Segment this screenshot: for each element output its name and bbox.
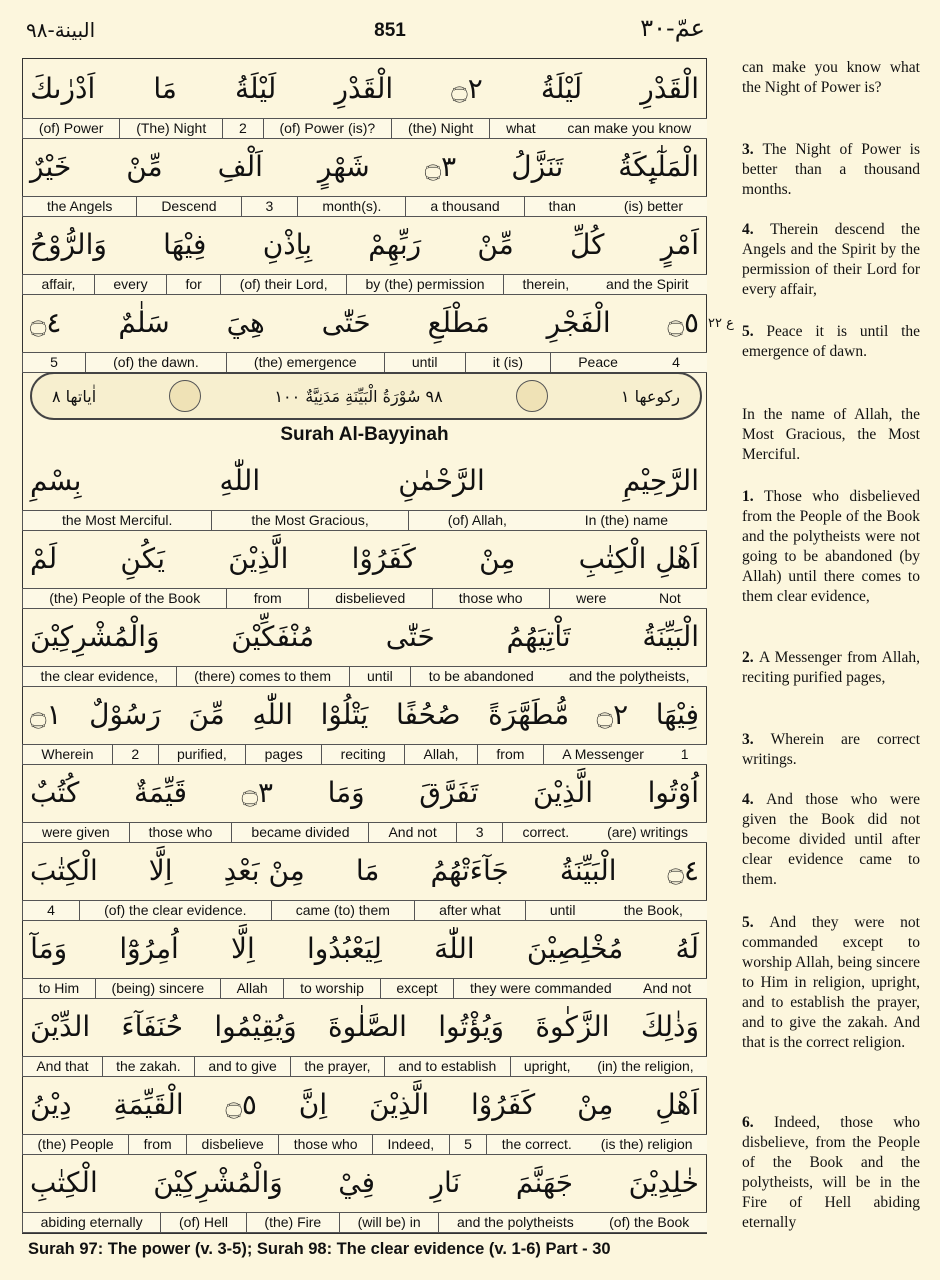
arabic-word: كُتُبٌ bbox=[30, 775, 80, 809]
verse-row bbox=[22, 58, 707, 139]
translation-note bbox=[742, 487, 920, 607]
arabic-word: سَلٰمٌ bbox=[118, 305, 170, 339]
arabic-word: وَمَا bbox=[327, 775, 365, 809]
gloss-cell: (being) sincere bbox=[95, 979, 220, 998]
arabic-word: وَذٰلِكَ bbox=[640, 1009, 699, 1043]
arabic-line bbox=[22, 214, 707, 274]
arabic-word: رَسُوْلٌ bbox=[89, 697, 161, 731]
gloss-cell: 3 bbox=[241, 197, 298, 216]
gloss-cell: (the) People of the Book bbox=[22, 589, 227, 608]
arabic-line bbox=[22, 292, 707, 352]
arabic-word: الْقَيِّمَةِ bbox=[113, 1087, 184, 1121]
arabic-word: كُلِّ bbox=[569, 227, 605, 261]
gloss-cell: became divided bbox=[231, 823, 368, 842]
verse-number: 3. bbox=[742, 141, 763, 158]
gloss-cell: the zakah. bbox=[102, 1057, 194, 1076]
gloss-cell: correct. bbox=[502, 823, 588, 842]
arabic-word: اَهْلِ bbox=[655, 1087, 699, 1121]
arabic-line bbox=[22, 450, 707, 510]
arabic-word: مِّنْ bbox=[477, 227, 514, 261]
arabic-line bbox=[22, 1074, 707, 1134]
arabic-line bbox=[22, 606, 707, 666]
gloss-cell: can make you know bbox=[567, 120, 692, 136]
arabic-word: مُّطَهَّرَةً bbox=[488, 697, 570, 731]
arabic-word: اَهْلِ الْكِتٰبِ bbox=[578, 541, 699, 575]
surah-title: Surah Al-Bayyinah bbox=[280, 424, 449, 445]
arabic-word: اللّٰهِ bbox=[219, 463, 261, 497]
arabic-word: هِيَ bbox=[226, 305, 265, 339]
arabic-word: الْكِتٰبَ bbox=[30, 853, 98, 887]
verse-number: 2. bbox=[742, 649, 759, 666]
arabic-word: بِسْمِ bbox=[30, 463, 82, 497]
gloss-cell: to worship bbox=[283, 979, 379, 998]
verse-row bbox=[22, 528, 707, 609]
gloss-cell: the prayer, bbox=[290, 1057, 384, 1076]
gloss-cell: Indeed, bbox=[372, 1135, 449, 1154]
arabic-word: اِلَّا bbox=[231, 931, 255, 965]
translation-note bbox=[742, 730, 920, 770]
gloss-cell: were bbox=[549, 589, 633, 608]
verse-number: 3. bbox=[742, 731, 771, 748]
translation-text: Therein descend the Angels and the Spirit by the permission of their Lord for every affair, bbox=[742, 221, 920, 298]
verse-row bbox=[22, 292, 707, 373]
verse-row bbox=[22, 996, 707, 1077]
arabic-line bbox=[22, 58, 707, 118]
gloss-cell: disbelieve bbox=[186, 1135, 278, 1154]
gloss-cell: (in) the religion, bbox=[597, 1058, 694, 1074]
arabic-word: ۝٥ bbox=[225, 1087, 257, 1121]
gloss-cell: the Most Merciful. bbox=[22, 511, 211, 530]
arabic-word: يَتْلُوْا bbox=[320, 697, 369, 731]
arabic-word: لَهُ bbox=[675, 931, 699, 965]
gloss-cell: and to establish bbox=[384, 1057, 510, 1076]
verse-row bbox=[22, 684, 707, 765]
arabic-word: ۝٣ bbox=[241, 775, 274, 809]
arabic-word: اَمْرٍ bbox=[660, 227, 699, 261]
verse-number: 1. bbox=[742, 488, 765, 505]
gloss-cell: 5 bbox=[449, 1135, 487, 1154]
arabic-line bbox=[22, 840, 707, 900]
gloss-cell: (of) the dawn. bbox=[85, 353, 226, 372]
gloss-cell: to be abandoned bbox=[410, 667, 551, 686]
arabic-word: خَيْرٌ bbox=[30, 149, 72, 183]
translation-note bbox=[742, 405, 920, 465]
arabic-word: الَّذِيْنَ bbox=[228, 541, 289, 575]
gloss-cell: And not bbox=[643, 980, 692, 996]
arabic-word: مِّنْ bbox=[126, 149, 163, 183]
arabic-word: الرَّحْمٰنِ bbox=[398, 463, 485, 497]
arabic-word: اللّٰهِ bbox=[252, 697, 293, 731]
translation-text: can make you know what the Night of Power is? bbox=[742, 59, 920, 96]
arabic-word: وَيُؤْتُوا bbox=[438, 1009, 505, 1043]
arabic-line bbox=[22, 996, 707, 1056]
translation-text: Peace it is until the emergence of dawn. bbox=[742, 323, 921, 360]
arabic-word: يَكُنِ bbox=[120, 541, 165, 575]
gloss-cell: until bbox=[349, 667, 411, 686]
arabic-word: كَفَرُوْا bbox=[351, 541, 416, 575]
arabic-line bbox=[22, 136, 707, 196]
arabic-word: ۝١ bbox=[30, 697, 62, 731]
arabic-word: اَلْفِ bbox=[217, 149, 263, 183]
translation-note bbox=[742, 648, 920, 688]
arabic-word: مَطْلَعِ bbox=[427, 305, 490, 339]
gloss-cell: pages bbox=[245, 745, 321, 764]
gloss-cell: (of) their Lord, bbox=[220, 275, 346, 294]
gloss-cell: (is) better bbox=[623, 198, 684, 214]
arabic-word: مُنْفَكِّيْنَ bbox=[231, 619, 315, 653]
verse-row bbox=[22, 606, 707, 687]
arabic-word: الصَّلٰوةَ bbox=[327, 1009, 407, 1043]
gloss-cell: abiding eternally bbox=[22, 1213, 160, 1232]
gloss-cell: a thousand bbox=[405, 197, 523, 216]
gloss-cell: (The) Night bbox=[119, 119, 222, 138]
translation-note bbox=[742, 1113, 920, 1233]
gloss-cell: (the) Night bbox=[391, 119, 489, 138]
gloss-cell: A Messenger bbox=[543, 745, 663, 764]
gloss-cell: the Book, bbox=[623, 902, 683, 918]
translation-text: Wherein are correct writings. bbox=[742, 731, 921, 768]
gloss-cell: (the) Fire bbox=[246, 1213, 339, 1232]
arabic-line bbox=[22, 684, 707, 744]
translation-text: A Messenger from Allah, reciting purified pages, bbox=[742, 649, 920, 686]
gloss-cell: what bbox=[489, 119, 551, 138]
gloss-cell: from bbox=[477, 745, 543, 764]
ruku-mark: ع ٢٢ bbox=[708, 316, 734, 331]
gloss-cell: 2 bbox=[112, 745, 158, 764]
arabic-word: ۝٢ bbox=[596, 697, 629, 731]
translation-text: In the name of Allah, the Most Gracious, the Most Merciful. bbox=[742, 406, 920, 463]
arabic-word: تَاْتِيَهُمُ bbox=[506, 619, 571, 653]
arabic-word: الرَّحِيْمِ bbox=[622, 463, 699, 497]
translation-note bbox=[742, 220, 920, 300]
arabic-word: مِنْ bbox=[577, 1087, 614, 1121]
gloss-cell: from bbox=[226, 589, 308, 608]
gloss-cell: 4 bbox=[672, 354, 680, 370]
arabic-word: دِيْنُ bbox=[30, 1087, 72, 1121]
arabic-word: الْبَيِّنَةُ bbox=[559, 853, 617, 887]
arabic-word: صُحُفًا bbox=[395, 697, 461, 731]
arabic-word: شَهْرٍ bbox=[317, 149, 370, 183]
verse-row bbox=[22, 1152, 707, 1233]
arabic-word: ۝٤ bbox=[667, 853, 699, 887]
arabic-word: مِّنَ bbox=[188, 697, 225, 731]
arabic-word: نَارِ bbox=[430, 1165, 461, 1199]
arabic-word: الْبَيِّنَةُ bbox=[642, 619, 699, 653]
arabic-word: مُخْلِصِيْنَ bbox=[526, 931, 624, 965]
gloss-cell: And not bbox=[368, 823, 455, 842]
arabic-word: الْقَدْرِ bbox=[640, 71, 699, 105]
gloss-cell: (the) People bbox=[22, 1135, 128, 1154]
arabic-word: وَيُقِيْمُوا bbox=[214, 1009, 297, 1043]
gloss-line bbox=[22, 1212, 707, 1233]
gloss-cell: 1 bbox=[680, 746, 689, 762]
gloss-cell: (of) Allah, bbox=[408, 511, 546, 530]
page-header-juz: عمّ-٣٠ bbox=[640, 14, 705, 42]
gloss-cell: and the Spirit bbox=[606, 276, 689, 292]
gloss-cell: the Most Gracious, bbox=[211, 511, 407, 530]
arabic-word: فِيْهَا bbox=[163, 227, 207, 261]
arabic-word: حَتّٰى bbox=[385, 619, 435, 653]
gloss-cell: and the polytheists bbox=[438, 1213, 591, 1232]
ornament-icon bbox=[169, 380, 201, 412]
translation-note bbox=[742, 913, 920, 1053]
gloss-cell: from bbox=[128, 1135, 186, 1154]
verse-number: 5. bbox=[742, 914, 770, 931]
arabic-word: الْفَجْرِ bbox=[546, 305, 611, 339]
gloss-cell: they were commanded bbox=[453, 979, 627, 998]
gloss-cell: the correct. bbox=[486, 1135, 586, 1154]
gloss-cell: Not bbox=[658, 590, 681, 606]
arabic-word: الزَّكٰوةَ bbox=[535, 1009, 610, 1043]
arabic-word: حُنَفَآءَ bbox=[121, 1009, 184, 1043]
arabic-word: اِلَّا bbox=[148, 853, 173, 887]
arabic-word: قَيِّمَةٌ bbox=[133, 775, 187, 809]
arabic-word: الَّذِيْنَ bbox=[368, 1087, 430, 1121]
gloss-cell: therein, bbox=[503, 275, 588, 294]
arabic-word: الدِّيْنَ bbox=[30, 1009, 91, 1043]
page-number: 851 bbox=[374, 20, 406, 41]
gloss-cell: it (is) bbox=[465, 353, 551, 372]
gloss-cell: (will be) in bbox=[339, 1213, 438, 1232]
arabic-word: وَالرُّوْحُ bbox=[30, 227, 107, 261]
arabic-word: خٰلِدِيْنَ bbox=[628, 1165, 699, 1199]
gloss-cell: (of) Power (is)? bbox=[263, 119, 391, 138]
gloss-cell: except bbox=[380, 979, 454, 998]
arabic-word: الْمَلٰٓىِٕكَةُ bbox=[618, 149, 699, 183]
gloss-cell: until bbox=[384, 353, 465, 372]
gloss-cell: than bbox=[524, 197, 600, 216]
gloss-cell: (of) Power bbox=[22, 119, 119, 138]
gloss-cell: to Him bbox=[22, 979, 95, 998]
arabic-word: ۝٥ bbox=[667, 305, 699, 339]
gloss-cell: Descend bbox=[136, 197, 240, 216]
translation-text: Indeed, those who disbelieve, from the People of the Book and the polytheists, will be in the Fire of Hell abiding eternally bbox=[742, 1114, 920, 1231]
gloss-line bbox=[22, 352, 707, 373]
translation-text: And those who were given the Book did not become divided until after clear evidence came to them. bbox=[742, 791, 920, 888]
gloss-cell: the Angels bbox=[22, 197, 136, 216]
ornament-icon bbox=[516, 380, 548, 412]
arabic-word: فِيْهَا bbox=[655, 697, 699, 731]
gloss-cell: until bbox=[525, 901, 600, 920]
gloss-cell: 3 bbox=[456, 823, 503, 842]
gloss-cell: every bbox=[94, 275, 166, 294]
gloss-cell: (are) writings bbox=[607, 824, 689, 840]
gloss-cell: after what bbox=[414, 901, 525, 920]
gloss-cell: disbelieved bbox=[308, 589, 432, 608]
verse-row bbox=[22, 762, 707, 843]
verse-row bbox=[22, 136, 707, 217]
gloss-cell: for bbox=[166, 275, 220, 294]
arabic-word: مَا bbox=[153, 71, 177, 105]
arabic-word: تَنَزَّلُ bbox=[511, 149, 564, 183]
gloss-cell: those who bbox=[278, 1135, 372, 1154]
arabic-word: اَدْرٰىكَ bbox=[30, 71, 96, 105]
gloss-cell: those who bbox=[432, 589, 549, 608]
gloss-cell: and the polytheists, bbox=[568, 668, 690, 684]
arabic-word: الْقَدْرِ bbox=[334, 71, 394, 105]
gloss-cell: 5 bbox=[22, 353, 85, 372]
banner-ayat: اٰياتها ٨ bbox=[52, 386, 97, 406]
arabic-word: وَالْمُشْرِكِيْنَ bbox=[153, 1165, 283, 1199]
arabic-word: فِيْ bbox=[338, 1165, 375, 1199]
arabic-word: مَا bbox=[355, 853, 380, 887]
gloss-cell: affair, bbox=[22, 275, 94, 294]
arabic-word: لَيْلَةُ bbox=[235, 71, 277, 105]
arabic-word: تَفَرَّقَ bbox=[419, 775, 479, 809]
translation-text: And they were not commanded except to worship Allah, being sincere to Him in religion, upright, and to establish the prayer, and to give the zakah. And that is the correct religion. bbox=[742, 914, 920, 1051]
arabic-word: جَآءَتْهُمُ bbox=[430, 853, 509, 887]
arabic-word: لِيَعْبُدُوا bbox=[306, 931, 382, 965]
translation-note bbox=[742, 58, 920, 98]
gloss-cell: by (the) permission bbox=[346, 275, 503, 294]
page-footer: Surah 97: The power (v. 3-5); Surah 98: The clear evidence (v. 1-6) Part - 30 bbox=[28, 1240, 611, 1258]
arabic-word: مِنْ بَعْدِ bbox=[223, 853, 305, 887]
arabic-word: حَتّٰى bbox=[321, 305, 371, 339]
translation-note bbox=[742, 140, 920, 200]
arabic-line bbox=[22, 528, 707, 588]
verse-row bbox=[22, 840, 707, 921]
gloss-cell: 4 bbox=[22, 901, 79, 920]
arabic-word: بِاِذْنِ bbox=[262, 227, 313, 261]
banner-center: ٩٨ سُوْرَةُ الْبَيِّنَةِ مَدَنِيَّةٌ ١٠٠ bbox=[274, 386, 443, 406]
arabic-word: اللّٰهَ bbox=[434, 931, 475, 965]
arabic-word: كَفَرُوْا bbox=[470, 1087, 536, 1121]
verse-number: 6. bbox=[742, 1114, 774, 1131]
gloss-cell: those who bbox=[129, 823, 232, 842]
verse-number: 5. bbox=[742, 323, 767, 340]
verse-row bbox=[22, 918, 707, 999]
arabic-word: وَالْمُشْرِكِيْنَ bbox=[30, 619, 160, 653]
arabic-word: اُمِرُوْٓا bbox=[119, 931, 179, 965]
gloss-cell: (of) Hell bbox=[160, 1213, 245, 1232]
gloss-cell: In (the) name bbox=[584, 512, 669, 528]
gloss-cell: Allah bbox=[220, 979, 284, 998]
verse-number: 4. bbox=[742, 221, 771, 238]
banner-ruku: ركوعها ١ bbox=[620, 386, 680, 406]
translation-text: The Night of Power is better than a thousand months. bbox=[742, 141, 920, 198]
arabic-word: مِنْ bbox=[479, 541, 516, 575]
arabic-word: الَّذِيْنَ bbox=[532, 775, 594, 809]
arabic-line bbox=[22, 918, 707, 978]
gloss-cell: upright, bbox=[510, 1057, 584, 1076]
arabic-word: ۝٣ bbox=[424, 149, 457, 183]
arabic-word: ۝٤ bbox=[30, 305, 62, 339]
arabic-line bbox=[22, 1152, 707, 1212]
gloss-cell: And that bbox=[22, 1057, 102, 1076]
gloss-cell: and to give bbox=[194, 1057, 290, 1076]
arabic-word: ۝٢ bbox=[451, 71, 483, 105]
arabic-word: اُوْتُوا bbox=[647, 775, 699, 809]
verse-number: 4. bbox=[742, 791, 767, 808]
gloss-cell: (of) the clear evidence. bbox=[79, 901, 271, 920]
gloss-cell: the clear evidence, bbox=[22, 667, 176, 686]
arabic-word: لَيْلَةُ bbox=[540, 71, 583, 105]
gloss-cell: (is the) religion bbox=[600, 1136, 693, 1152]
arabic-line bbox=[22, 762, 707, 822]
gloss-cell: 2 bbox=[222, 119, 263, 138]
translation-text: Those who disbelieved from the People of the Book and the polytheists were not going to be abandoned (by Allah) until there comes to them clear evidence, bbox=[742, 488, 920, 605]
gloss-cell: (there) comes to them bbox=[176, 667, 349, 686]
gloss-cell: were given bbox=[22, 823, 129, 842]
gloss-cell: (the) emergence bbox=[226, 353, 384, 372]
verse-row bbox=[22, 1074, 707, 1155]
arabic-word: جَهَنَّمَ bbox=[515, 1165, 574, 1199]
page-header-surah: البينة-٩٨ bbox=[26, 18, 96, 42]
gloss-cell: Allah, bbox=[404, 745, 477, 764]
surah-banner bbox=[30, 372, 702, 420]
translation-note bbox=[742, 790, 920, 890]
verse-row bbox=[22, 450, 707, 531]
arabic-word: الْكِتٰبِ bbox=[30, 1165, 98, 1199]
gloss-cell: Peace bbox=[550, 353, 645, 372]
arabic-word: رَبِّهِمْ bbox=[368, 227, 422, 261]
gloss-cell: month(s). bbox=[297, 197, 405, 216]
gloss-cell: (of) the Book bbox=[609, 1214, 690, 1230]
arabic-word: وَمَآ bbox=[30, 931, 68, 965]
gloss-cell: reciting bbox=[321, 745, 404, 764]
gloss-cell: purified, bbox=[158, 745, 246, 764]
arabic-word: اِنَّ bbox=[298, 1087, 328, 1121]
gloss-cell: Wherein bbox=[22, 745, 112, 764]
translation-note bbox=[742, 322, 920, 362]
arabic-word: لَمْ bbox=[30, 541, 58, 575]
gloss-cell: came (to) them bbox=[271, 901, 414, 920]
verse-row bbox=[22, 214, 707, 295]
